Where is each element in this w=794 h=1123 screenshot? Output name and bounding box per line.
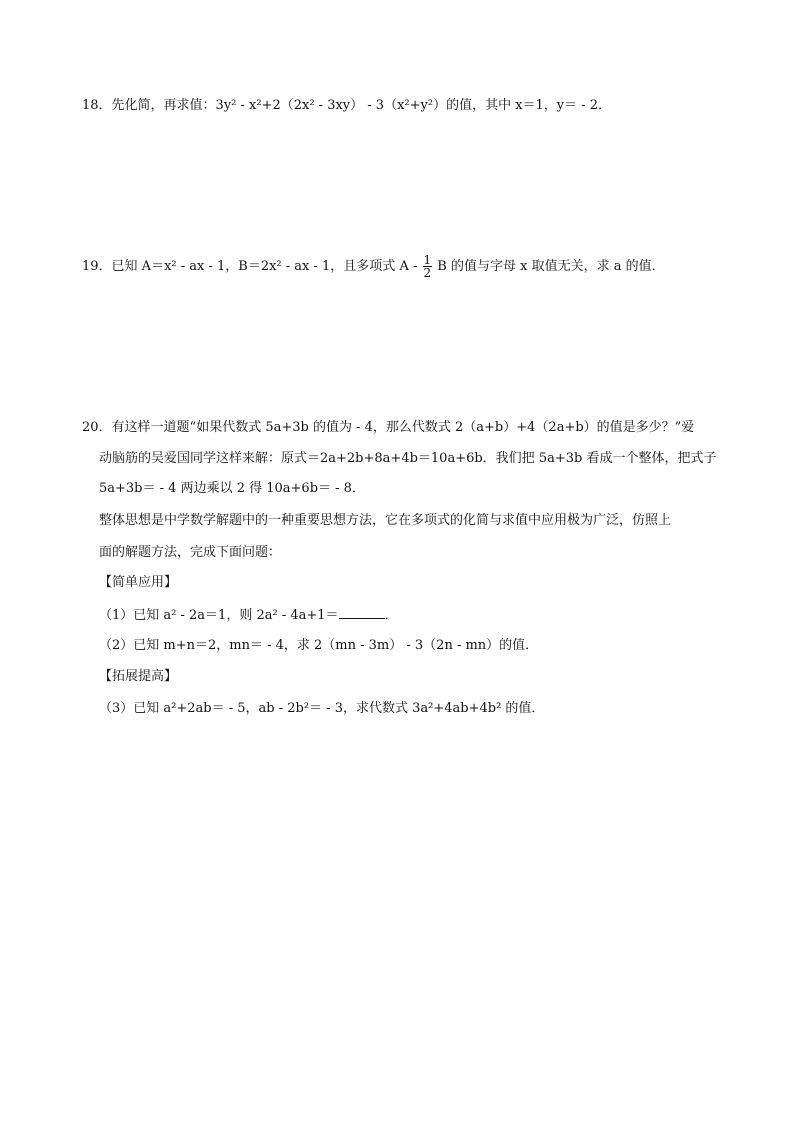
question-19-text-before: 19．已知 A＝x² - ax - 1，B＝2x² - ax - 1，且多项式 A - xyxy=(82,259,418,274)
section-heading-extension: 【拓展提高】 xyxy=(99,669,178,684)
section-heading-simple-application: 【简单应用】 xyxy=(99,575,178,590)
question-18 xyxy=(82,97,611,115)
question-20-line-1: 20．有这样一道题“如果代数式 5a+3b 的值为 - 4，那么代数式 2（a+b）+4（2a+b）的值是多少？”爱 xyxy=(82,420,695,435)
fraction-one-half xyxy=(423,254,433,279)
question-20-line-2: 动脑筋的吴爱国同学这样来解：原式＝2a+2b+8a+4b＝10a+6b．我们把 5a+3b 看成一个整体，把式子 xyxy=(99,451,717,466)
fraction-denominator: 2 xyxy=(423,266,432,280)
sub-question-1-text: （1）已知 a² - 2a＝1，则 2a² - 4a+1＝ xyxy=(99,608,339,623)
sub-question-2: （2）已知 m+n＝2，mn＝ - 4，求 2（mn - 3m） - 3（2n - mn）的值． xyxy=(99,638,539,653)
sub-question-1 xyxy=(99,606,398,625)
question-18-text: 18．先化简，再求值：3y² - x²+2（2x² - 3xy） - 3（x²+y²）的值，其中 x＝1，y＝ - 2． xyxy=(82,98,612,113)
question-20-line-3: 5a+3b＝ - 4 两边乘以 2 得 10a+6b＝ - 8． xyxy=(99,481,365,496)
fraction-numerator: 1 xyxy=(423,253,432,267)
answer-blank[interactable] xyxy=(339,606,385,619)
question-20-line-5: 面的解题方法，完成下面问题： xyxy=(99,545,282,560)
question-19 xyxy=(82,254,665,279)
sub-question-1-end: ． xyxy=(384,608,398,623)
sub-question-3: （3）已知 a²+2ab＝ - 5，ab - 2b²＝ - 3，求代数式 3a²+4ab+4b² 的值． xyxy=(99,701,545,716)
question-20-line-4: 整体思想是中学数学解题中的一种重要思想方法，它在多项式的化简与求值中应用极为广泛，仿照上 xyxy=(99,513,672,528)
question-19-text-after: B 的值与字母 x 取值无关，求 a 的值． xyxy=(437,259,665,274)
